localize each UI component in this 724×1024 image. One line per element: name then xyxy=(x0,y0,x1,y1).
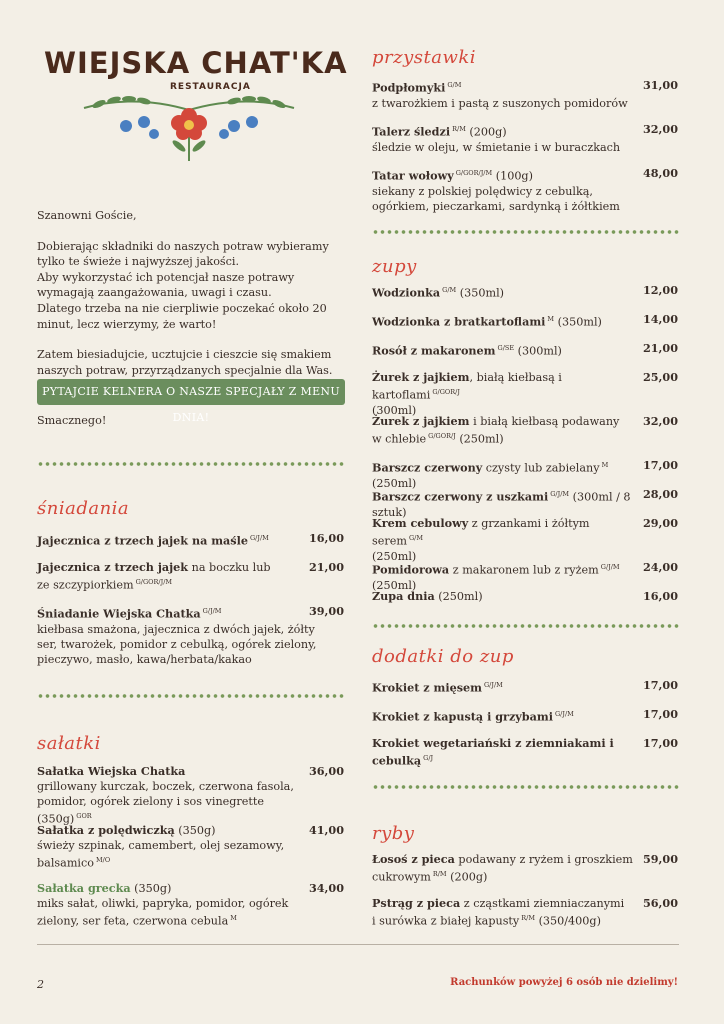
item-price: 41,00 xyxy=(308,823,344,837)
section-title-dodatki: dodatki do zup xyxy=(372,646,514,667)
menu-item: Żurek z jajkiem, białą kiełbasą i kartoflami $^{G/GOR/J}$ (300ml) xyxy=(372,370,562,417)
item-price: 16,00 xyxy=(642,589,678,603)
divider xyxy=(37,461,345,467)
item-price: 59,00 xyxy=(642,852,678,866)
greeting: Szanowni Goście, xyxy=(37,209,137,222)
item-price: 17,00 xyxy=(642,736,678,750)
section-title-zupy: zupy xyxy=(372,256,417,277)
menu-item: Śniadanie Wiejska Chatka $^{G/J/M}$ kiełbasa smażona, jajecznica z dwóch jajek, żółty ser, twarożek, pomidor z cebulką, ogórek zielony, pieczywo, masło, kawa/herbata/kakao xyxy=(37,606,317,666)
item-price: 48,00 xyxy=(642,166,678,180)
item-price: 28,00 xyxy=(642,487,678,501)
intro-paragraph: Aby wykorzystać ich potencjał nasze potrawy wymagają zaangażowania, uwagi i czasu. xyxy=(37,270,295,300)
menu-item: Pstrąg z pieca z cząstkami ziemniaczanymi i surówka z białej kapusty $^{R/M}$ (350/400g) xyxy=(372,896,625,928)
logo-title: WIEJSKA CHAT'KA xyxy=(44,46,348,80)
folk-flower-icon xyxy=(64,86,314,166)
menu-item: Sałatka Wiejska Chatka grillowany kurczak, boczek, czerwona fasola, pomidor, ogórek zielony i sos vinegrette (350g) $^{GOR}$ xyxy=(37,764,294,826)
menu-item: Podpłomyki $^{G/M}$ z twarożkiem i pastą z suszonych pomidorów xyxy=(372,80,628,110)
menu-item: Łosoś z pieca podawany z ryżem i groszkiem cukrowym $^{R/M}$ (200g) xyxy=(372,852,633,884)
menu-item: Jajecznica z trzech jajek na boczku lub ze szczypiorkiem $^{G/GOR/J/M}$ xyxy=(37,560,271,592)
menu-item: Sałatka grecka (350g) miks sałat, oliwki, papryka, pomidor, ogórek zielony, ser feta, czerwona cebula $^M$ xyxy=(37,881,289,928)
menu-item: Krokiet wegetariański z ziemniakami i cebulką $^{G/J}$ xyxy=(372,736,614,768)
intro-paragraph: Dobierając składniki do naszych potraw wybieramy tylko te świeże i najwyższej jakości. xyxy=(37,239,329,269)
item-price: 16,00 xyxy=(308,531,344,545)
intro-paragraph: Zatem biesiadujcie, ucztujcie i cieszcie się smakiem naszych potraw, przyrządzanych specjalnie dla Was. xyxy=(37,348,333,377)
menu-item: Tatar wołowy $^{G/GOR/J/M}$ (100g) siekany z polskiej polędwicy z cebulką, ogórkiem, pieczarkami, sardynką i żółtkiem xyxy=(372,168,620,213)
menu-item: Wodzionka z bratkartoflami $^M$ (350ml) xyxy=(372,314,602,329)
logo-subtitle: RESTAURACJA xyxy=(170,82,251,92)
page-number: 2 xyxy=(37,978,44,991)
section-title-salatki: sałatki xyxy=(37,733,101,754)
footer-note: Rachunków powyżej 6 osób nie dzielimy! xyxy=(450,977,678,988)
menu-item: Pomidorowa z makaronem lub z ryżem $^{G/J/M}$ (250ml) xyxy=(372,562,620,592)
menu-item: Talerz śledzi $^{R/M}$ (200g) śledzie w oleju, w śmietanie i w buraczkach xyxy=(372,124,621,154)
menu-item: Krokiet z mięsem $^{G/J/M}$ xyxy=(372,680,503,695)
menu-item: Żurek z jajkiem i białą kiełbasą podawany w chlebie $^{G/GOR/J}$ (250ml) xyxy=(372,414,620,446)
item-price: 25,00 xyxy=(642,370,678,384)
menu-item: Zupa dnia (250ml) xyxy=(372,589,483,603)
divider xyxy=(372,623,679,629)
item-price: 56,00 xyxy=(642,896,678,910)
item-price: 21,00 xyxy=(308,560,344,574)
item-price: 14,00 xyxy=(642,312,678,326)
section-title-przystawki: przystawki xyxy=(372,47,477,68)
item-price: 31,00 xyxy=(642,78,678,92)
menu-item: Rosół z makaronem $^{G/SE}$ (300ml) xyxy=(372,343,562,358)
menu-item: Krem cebulowy z grzankami i żółtym serem $^{G/M}$ (250ml) xyxy=(372,516,590,563)
item-price: 12,00 xyxy=(642,283,678,297)
item-price: 24,00 xyxy=(642,560,678,574)
closing-text: Smacznego! xyxy=(37,414,107,427)
item-price: 29,00 xyxy=(642,516,678,530)
item-price: 17,00 xyxy=(642,458,678,472)
menu-item: Sałatka z polędwiczką (350g) świeży szpinak, camembert, olej sezamowy, balsamico $^{M/O}$ xyxy=(37,823,285,870)
menu-item: Jajecznica z trzech jajek na maśle $^{G/J/M}$ xyxy=(37,533,269,548)
menu-item: Barszcz czerwony z uszkami $^{G/J/M}$ (300ml / 8 sztuk) xyxy=(372,489,631,519)
divider xyxy=(37,693,345,699)
specials-banner: PYTAJCIE KELNERA O NASZE SPECJAŁY Z MENU DNIA! xyxy=(37,379,345,405)
menu-item: Barszcz czerwony czysty lub zabielany $^M$ (250ml) xyxy=(372,460,609,490)
menu-item: Krokiet z kapustą i grzybami $^{G/J/M}$ xyxy=(372,709,574,724)
item-price: 34,00 xyxy=(308,881,344,895)
section-title-sniadania: śniadania xyxy=(37,498,130,519)
intro-text xyxy=(37,208,347,393)
divider xyxy=(372,784,679,790)
item-price: 17,00 xyxy=(642,678,678,692)
menu-item: Wodzionka $^{G/M}$ (350ml) xyxy=(372,285,505,300)
item-price: 39,00 xyxy=(308,604,344,618)
item-price: 32,00 xyxy=(642,414,678,428)
section-title-ryby: ryby xyxy=(372,823,415,844)
item-price: 32,00 xyxy=(642,122,678,136)
footer-divider xyxy=(37,944,679,945)
restaurant-logo xyxy=(38,46,348,171)
divider xyxy=(372,229,679,235)
intro-paragraph: Dlatego trzeba na nie cierpliwie poczekać około 20 minut, lecz wierzymy, że warto! xyxy=(37,301,327,331)
item-price: 17,00 xyxy=(642,707,678,721)
item-price: 36,00 xyxy=(308,764,344,778)
item-price: 21,00 xyxy=(642,341,678,355)
